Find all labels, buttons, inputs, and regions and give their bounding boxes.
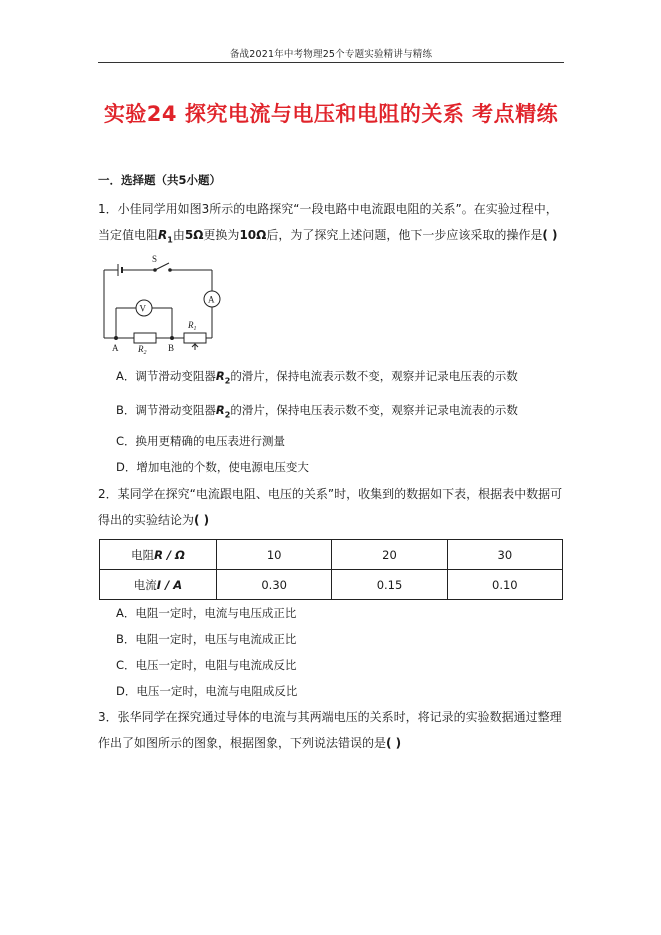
data-table — [99, 539, 563, 600]
question-text: 由 — [172, 228, 185, 242]
question-number: 3． — [98, 710, 118, 724]
question-text: 后，为了探究上述问题，他下一步应该采取的操作是 — [266, 228, 543, 242]
table-cell: 10 — [217, 540, 332, 570]
question-text: 小佳同学用如图3所示的电路探究“一段电路中电流跟电阻的关系”。在实验过程中，当定值电阻 — [98, 202, 558, 242]
q2-option-a: A．电阻一定时，电流与电压成正比 — [116, 606, 297, 620]
value: 10Ω — [239, 228, 267, 242]
section-heading: 一．选择题（共5小题） — [98, 173, 222, 187]
table-header-cell: 电流I / A — [100, 570, 217, 600]
q1-option-b: B．调节滑动变阻器$R_2$的滑片，保持电压表示数不变，观察并记录电流表的示数 — [116, 403, 518, 420]
table-cell: 0.15 — [332, 570, 447, 600]
question-text: 更换为 — [203, 228, 240, 242]
q2-option-c: C．电压一定时，电阻与电流成反比 — [116, 658, 297, 672]
q1-option-a: A．调节滑动变阻器$R_2$的滑片，保持电流表示数不变，观察并记录电压表的示数 — [116, 369, 518, 386]
question-number: 1． — [98, 202, 118, 216]
variable: $R_1$ — [158, 228, 173, 245]
table-row — [100, 570, 563, 600]
resistor-r1 — [184, 333, 206, 343]
switch-blade — [155, 263, 169, 270]
r1-label: $R_1$ — [188, 320, 197, 332]
question-1 — [98, 196, 564, 253]
r2-label: $R_2$ — [138, 344, 147, 356]
answer-blank: ( ) — [386, 736, 402, 750]
q2-option-d: D．电压一定时，电流与电阻成反比 — [116, 684, 298, 698]
table-row — [100, 540, 563, 570]
question-text: 某同学在探究“电流跟电阻、电压的关系”时，收集到的数据如下表，根据表中数据可得出的实验结论为 — [98, 487, 563, 527]
header-rule — [98, 62, 564, 63]
page-title: 实验24 探究电流与电压和电阻的关系 考点精练 — [103, 102, 559, 126]
table-cell: 0.30 — [217, 570, 332, 600]
resistor-r2 — [134, 333, 156, 343]
answer-blank: ( ) — [194, 513, 210, 527]
question-2 — [98, 481, 564, 533]
point-b-label: B — [168, 343, 175, 353]
q2-option-b: B．电阻一定时，电压与电流成正比 — [116, 632, 297, 646]
value: 5Ω — [184, 228, 204, 242]
voltmeter-label: V — [139, 303, 146, 314]
q1-option-c: C．换用更精确的电压表进行测量 — [116, 434, 286, 448]
answer-blank: ( ) — [542, 228, 558, 242]
switch-label: S — [152, 254, 158, 264]
point-a-label: A — [112, 343, 119, 353]
question-text: 张华同学在探究通过导体的电流与其两端电压的关系时，将记录的实验数据通过整理作出了如图所示的图象，根据图象，下列说法错误的是 — [98, 710, 562, 750]
table-header-cell: 电阻R / Ω — [100, 540, 217, 570]
q1-option-d: D．增加电池的个数，使电源电压变大 — [116, 460, 309, 474]
page-header: 备战2021年中考物理25个专题实验精讲与精练 — [229, 49, 433, 60]
table-cell: 0.10 — [447, 570, 562, 600]
question-number: 2． — [98, 487, 118, 501]
ammeter-label: A — [208, 294, 215, 305]
table-cell: 30 — [447, 540, 562, 570]
circuit-diagram — [98, 252, 218, 356]
question-3 — [98, 704, 564, 756]
table-cell: 20 — [332, 540, 447, 570]
